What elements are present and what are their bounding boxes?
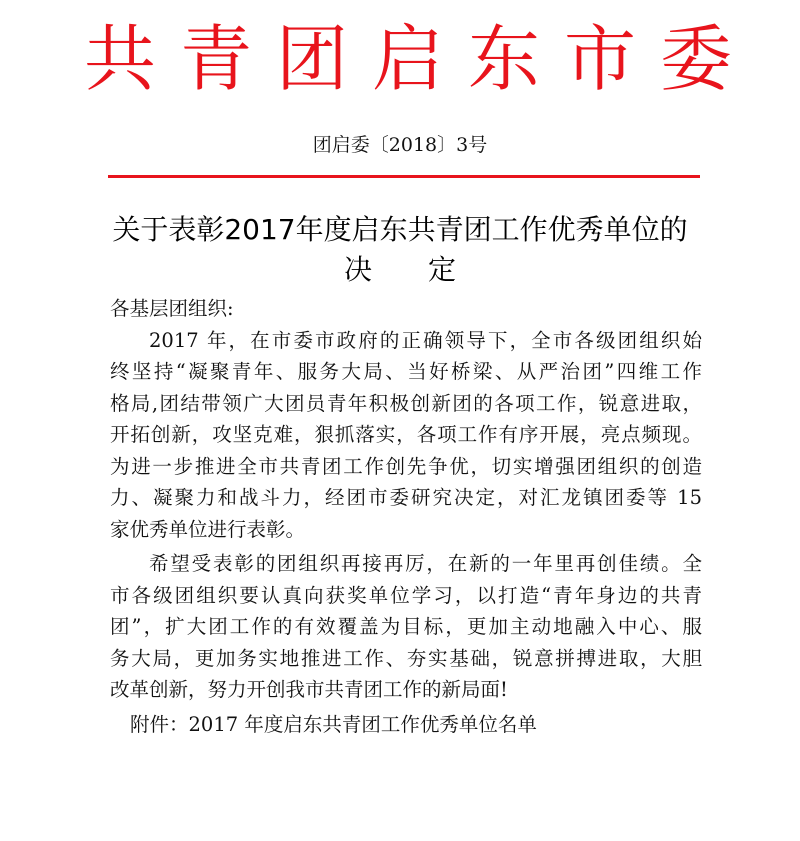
attachment-line: 附件：2017 年度启东共青团工作优秀单位名单 bbox=[130, 712, 537, 736]
paragraph-1-line: 家优秀单位进行表彰。 bbox=[110, 517, 306, 541]
paragraph-2-line: 务大局，更加务实地推进工作、夯实基础，锐意拼搏进取，大胆 bbox=[110, 646, 702, 670]
paragraph-1-line: 开拓创新，攻坚克难，狠抓落实，各项工作有序开展，亮点频现。 bbox=[110, 423, 702, 446]
paragraph-1-line: 终坚持“凝聚青年、服务大局、当好桥梁、从严治团”四维工作 bbox=[110, 360, 702, 383]
document-number: 团启委〔2018〕3号 bbox=[312, 134, 488, 156]
title-line-1: 关于表彰2017年度启东共青团工作优秀单位的 bbox=[112, 213, 688, 246]
paragraph-1-line: 2017 年，在市委市政府的正确领导下，全市各级团组织始 bbox=[149, 328, 702, 352]
paragraph-2-line: 团”，扩大团工作的有效覆盖为目标，更加主动地融入中心、服 bbox=[110, 615, 702, 638]
salutation: 各基层团组织: bbox=[110, 297, 234, 320]
document-body bbox=[110, 293, 702, 740]
document-title bbox=[60, 210, 740, 290]
title-line-2: 决定 bbox=[343, 253, 512, 286]
paragraph-1-line: 格局,团结带领广大团员青年积极创新团的各项工作，锐意进取， bbox=[110, 391, 702, 415]
red-divider-line bbox=[108, 175, 700, 178]
paragraph-2-line: 市各级团组织要认真向获奖单位学习，以打造“青年身边的共青 bbox=[110, 583, 702, 607]
paragraph-1-line: 为进一步推进全市共青团工作创先争优，切实增强团组织的创造 bbox=[110, 454, 702, 478]
paragraph-2-line: 希望受表彰的团组织再接再厉，在新的一年里再创佳绩。全 bbox=[149, 552, 702, 575]
paragraph-1-line: 力、凝聚力和战斗力，经团市委研究决定，对汇龙镇团委等 15 bbox=[110, 486, 702, 509]
organization-header: 共青团启东市委 bbox=[84, 17, 757, 101]
paragraph-2-line: 改革创新，努力开创我市共青团工作的新局面! bbox=[110, 678, 508, 701]
